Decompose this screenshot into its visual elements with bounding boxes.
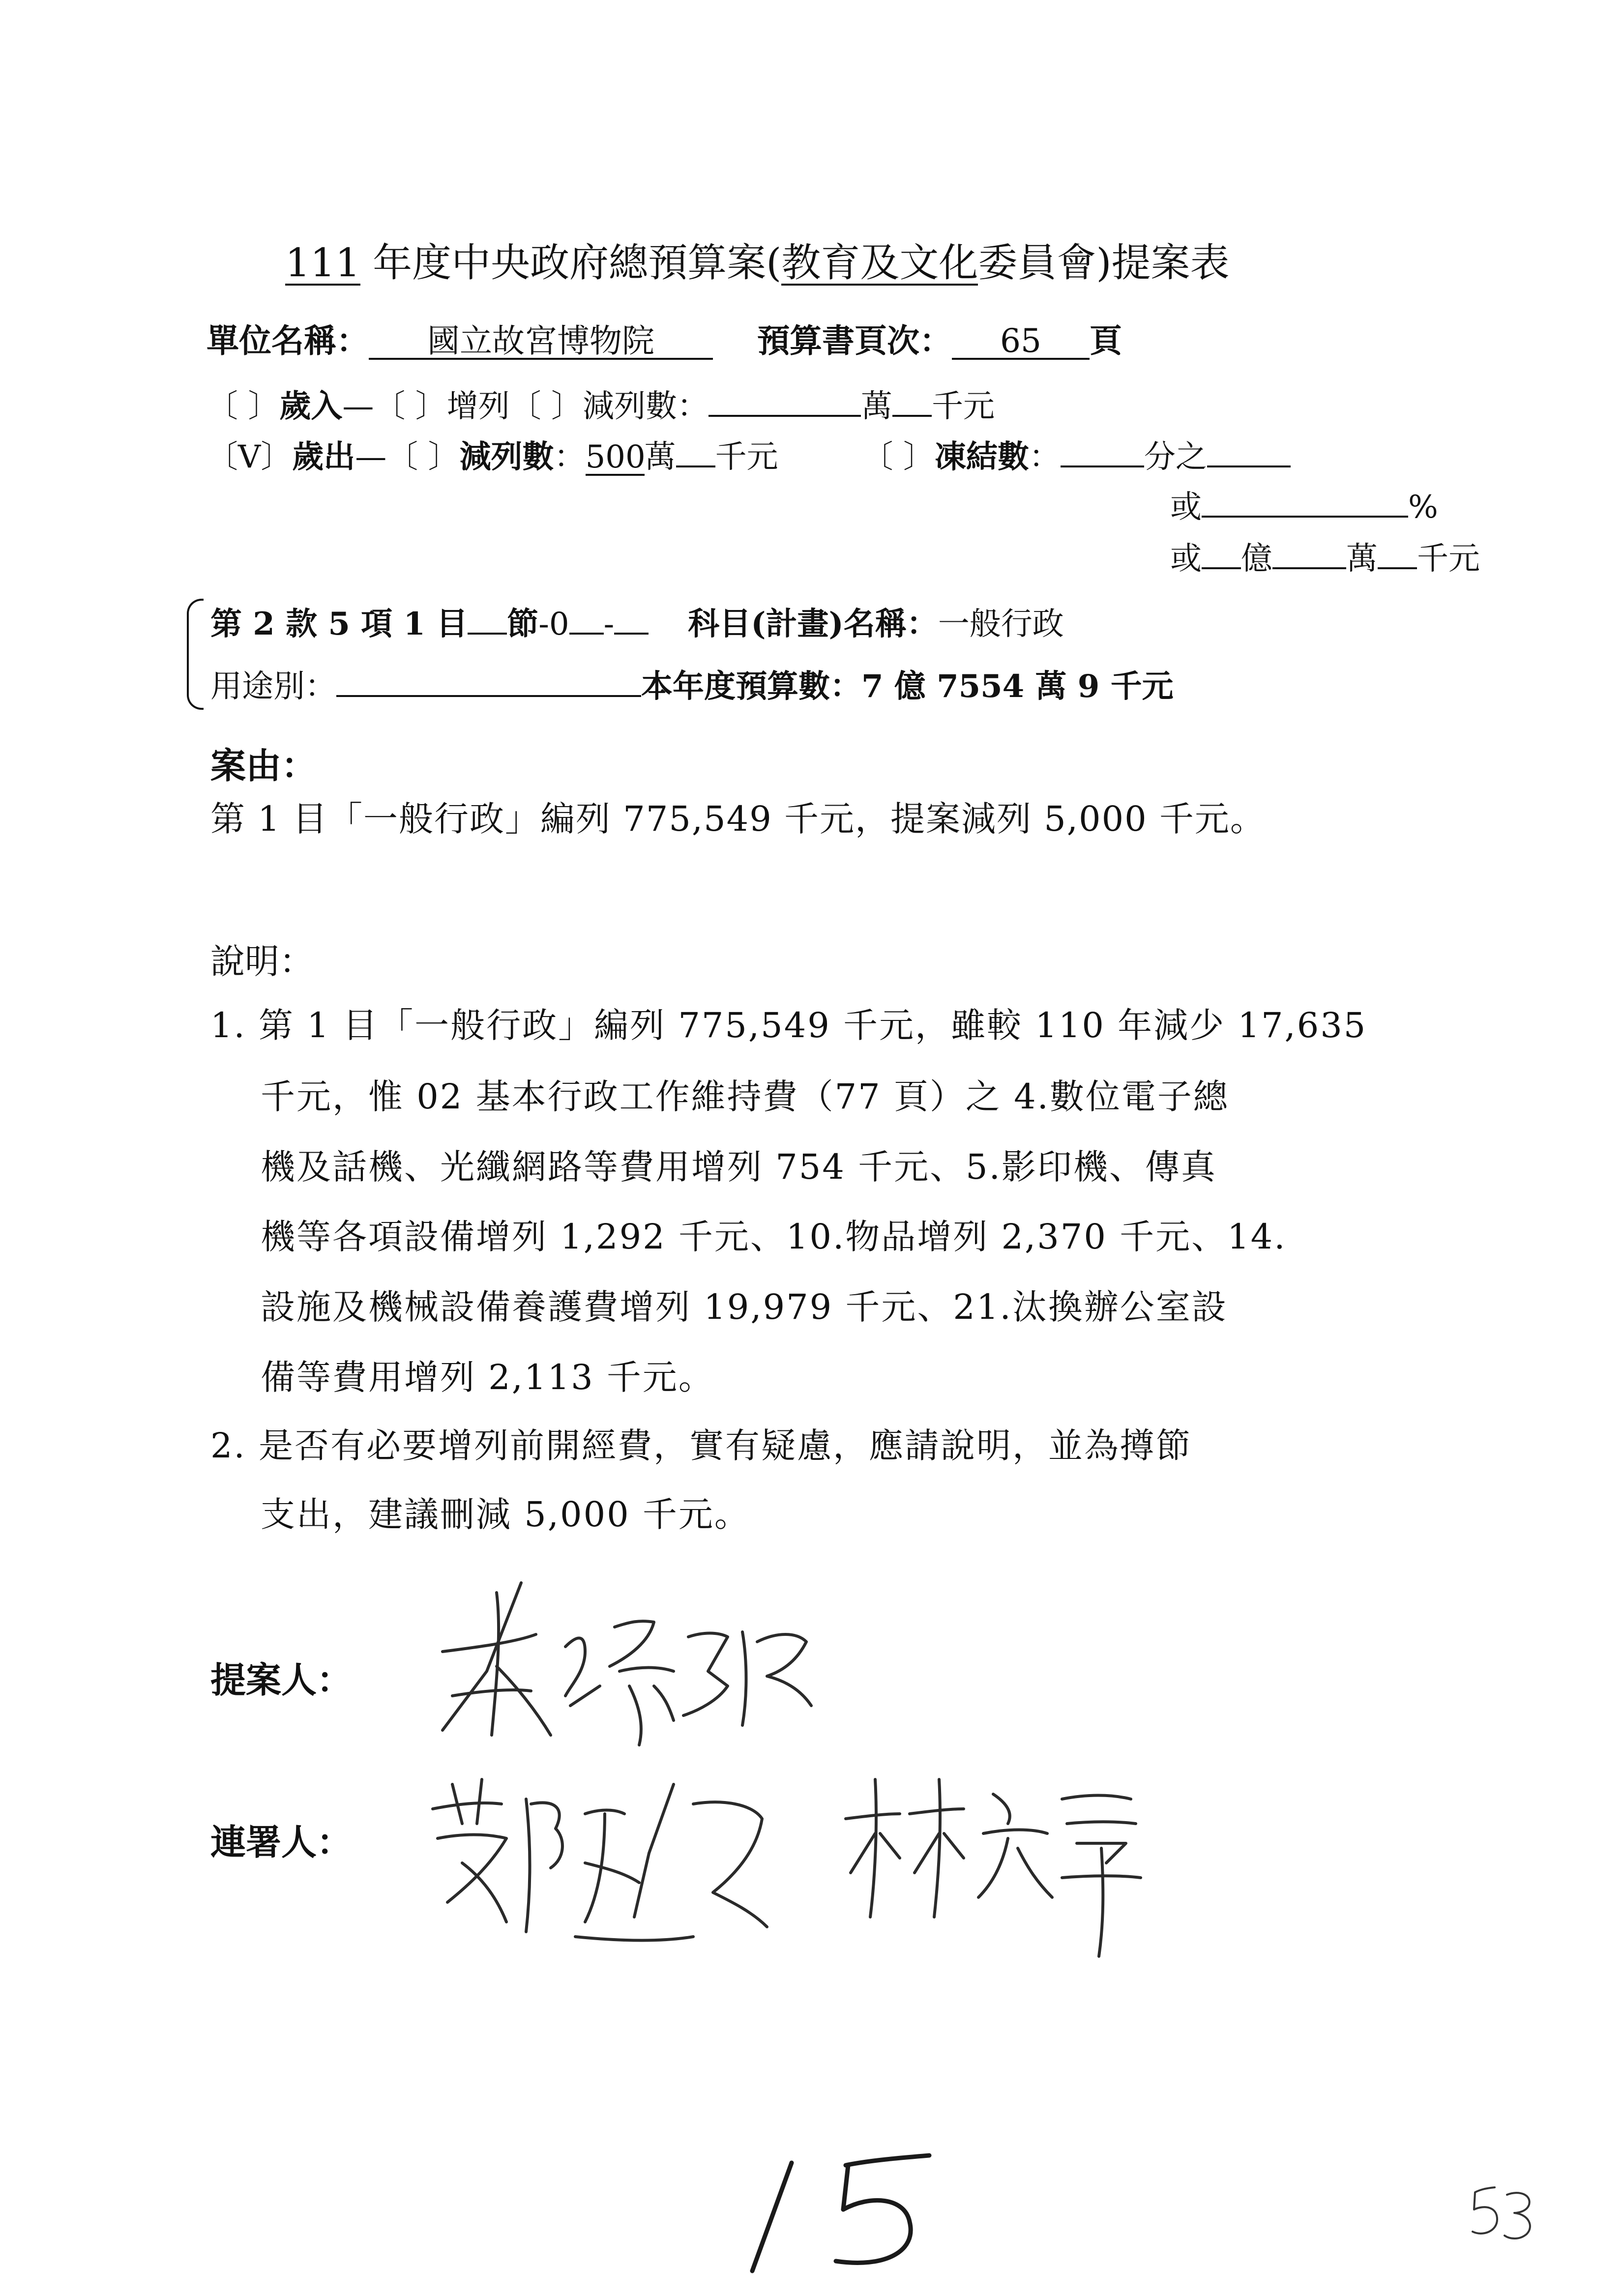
explanation-line: 千元，惟 02 基本行政工作維持費（77 頁）之 4.數位電子總 (261, 1076, 1229, 1117)
freeze-amount-row (1170, 533, 1480, 579)
freeze-or-label-2: 或 (1170, 541, 1202, 577)
revenue-checkbox: 〔 〕 (207, 388, 280, 425)
section-dash: - (603, 606, 615, 642)
page-number-value: 65 (952, 324, 1090, 360)
explanation-line: 機等各項設備增列 1,292 千元、10.物品增列 2,370 千元、14. (261, 1217, 1287, 1257)
page-unit: 頁 (1090, 321, 1122, 360)
explanation-line: 支出，建議刪減 5,000 千元。 (261, 1494, 750, 1535)
expenditure-label: 歲出 (292, 438, 355, 475)
cosigner-signature-2 (831, 1760, 1151, 1966)
use-blank (336, 667, 641, 697)
page-label: 預算書頁次： (757, 321, 952, 360)
title-suffix: 委員會)提案表 (978, 240, 1230, 286)
revenue-label: 歲入 (279, 388, 343, 425)
revenue-add-label: 增列 (446, 388, 510, 425)
subject-name: 一般行政 (938, 606, 1064, 642)
use-row (210, 661, 1174, 706)
case-text: 第 1 目「一般行政」編列 775,549 千元，提案減列 5,000 千元。 (210, 799, 1266, 839)
use-label: 用途別： (210, 668, 336, 705)
freeze-percent: % (1408, 489, 1438, 525)
expenditure-sub-label: 減列數 (459, 438, 554, 475)
section-jie: 節 (507, 606, 539, 642)
explanation-line: 機及話機、光纖網路等費用增列 754 千元、5.影印機、傳真 (261, 1147, 1217, 1187)
revenue-wan-blank (709, 386, 861, 417)
expenditure-qian: 千元 (715, 439, 778, 475)
freeze-label: 凍結數 (934, 438, 1029, 475)
freeze-colon: ： (1029, 439, 1061, 475)
explanation-heading: 說明： (210, 941, 314, 982)
freeze-qian: 千元 (1417, 541, 1480, 577)
freeze-den-blank (1207, 437, 1291, 467)
freeze-wan-blank (1272, 539, 1346, 569)
budget-value: 7 億 7554 萬 9 千元 (861, 668, 1174, 705)
freeze-qian-blank (1378, 539, 1417, 569)
title-prefix: 年度中央政府總預算案( (360, 240, 782, 286)
expenditure-row (207, 432, 1291, 477)
unit-row (207, 315, 1122, 361)
expenditure-colon: ： (554, 439, 586, 475)
expenditure-wan: 萬 (644, 439, 676, 475)
freeze-percent-row (1170, 482, 1438, 527)
section-jie-value: -0 (538, 606, 569, 642)
explanation-line: 2. 是否有必要增列前開經費，實有疑慮，應請說明，並為撙節 (210, 1425, 1192, 1466)
revenue-wan: 萬 (861, 388, 893, 425)
section-sub-blank-2 (614, 604, 649, 635)
expenditure-amount: 500 (585, 439, 646, 475)
explanation-line: 1. 第 1 目「一般行政」編列 775,549 千元，雖較 110 年減少 17,635 (210, 1005, 1367, 1046)
section-row (210, 599, 1064, 644)
explanation-line: 備等費用增列 2,113 千元。 (261, 1357, 714, 1397)
section-jie-blank (468, 604, 507, 635)
section-sub-blank-1 (569, 604, 604, 635)
proposer-signature (423, 1573, 826, 1779)
budget-label: 本年度預算數： (641, 668, 861, 705)
revenue-sub-checkbox: 〔 〕 (509, 388, 583, 425)
unit-name: 國立故宮博物院 (369, 324, 713, 360)
title-year: 111 (285, 240, 360, 286)
revenue-sub-label: 減列數： (583, 388, 709, 425)
expenditure-qian-blank (676, 437, 715, 467)
expenditure-checkbox: 〔V〕 (207, 439, 293, 475)
subject-label: 科目(計畫)名稱： (688, 606, 938, 642)
freeze-wan: 萬 (1346, 541, 1378, 577)
cosigner-label: 連署人： (210, 1821, 353, 1863)
freeze-checkbox: 〔 〕 (861, 439, 935, 475)
revenue-qian-blank (892, 386, 932, 417)
freeze-percent-blank (1202, 487, 1408, 518)
cosigner-signature-1 (418, 1755, 792, 1961)
revenue-dash: — (342, 388, 374, 425)
revenue-qian: 千元 (932, 388, 995, 425)
section-bracket (187, 599, 204, 710)
revenue-row (207, 381, 995, 426)
section-kuan-xiang-mu: 第 2 款 5 項 1 目 (210, 606, 468, 642)
expenditure-sub-checkbox: 〔 〕 (386, 439, 460, 475)
title-committee: 教育及文化 (781, 240, 978, 286)
freeze-fen-zhi: 分之 (1144, 439, 1207, 475)
case-heading: 案由： (210, 745, 317, 786)
freeze-yi: 億 (1241, 541, 1272, 577)
document-title (285, 231, 1230, 288)
freeze-yi-blank (1202, 539, 1241, 569)
handwritten-page-number (738, 2138, 944, 2286)
expenditure-dash: — (355, 439, 387, 475)
corner-page-number (1460, 2178, 1544, 2251)
proposer-label: 提案人： (210, 1659, 353, 1701)
freeze-or-label: 或 (1170, 489, 1202, 525)
unit-label: 單位名稱： (207, 321, 369, 360)
explanation-line: 設施及機械設備養護費增列 19,979 千元、21.汰換辦公室設 (261, 1287, 1228, 1327)
freeze-num-blank (1061, 437, 1144, 467)
revenue-add-checkbox: 〔 〕 (374, 388, 447, 425)
